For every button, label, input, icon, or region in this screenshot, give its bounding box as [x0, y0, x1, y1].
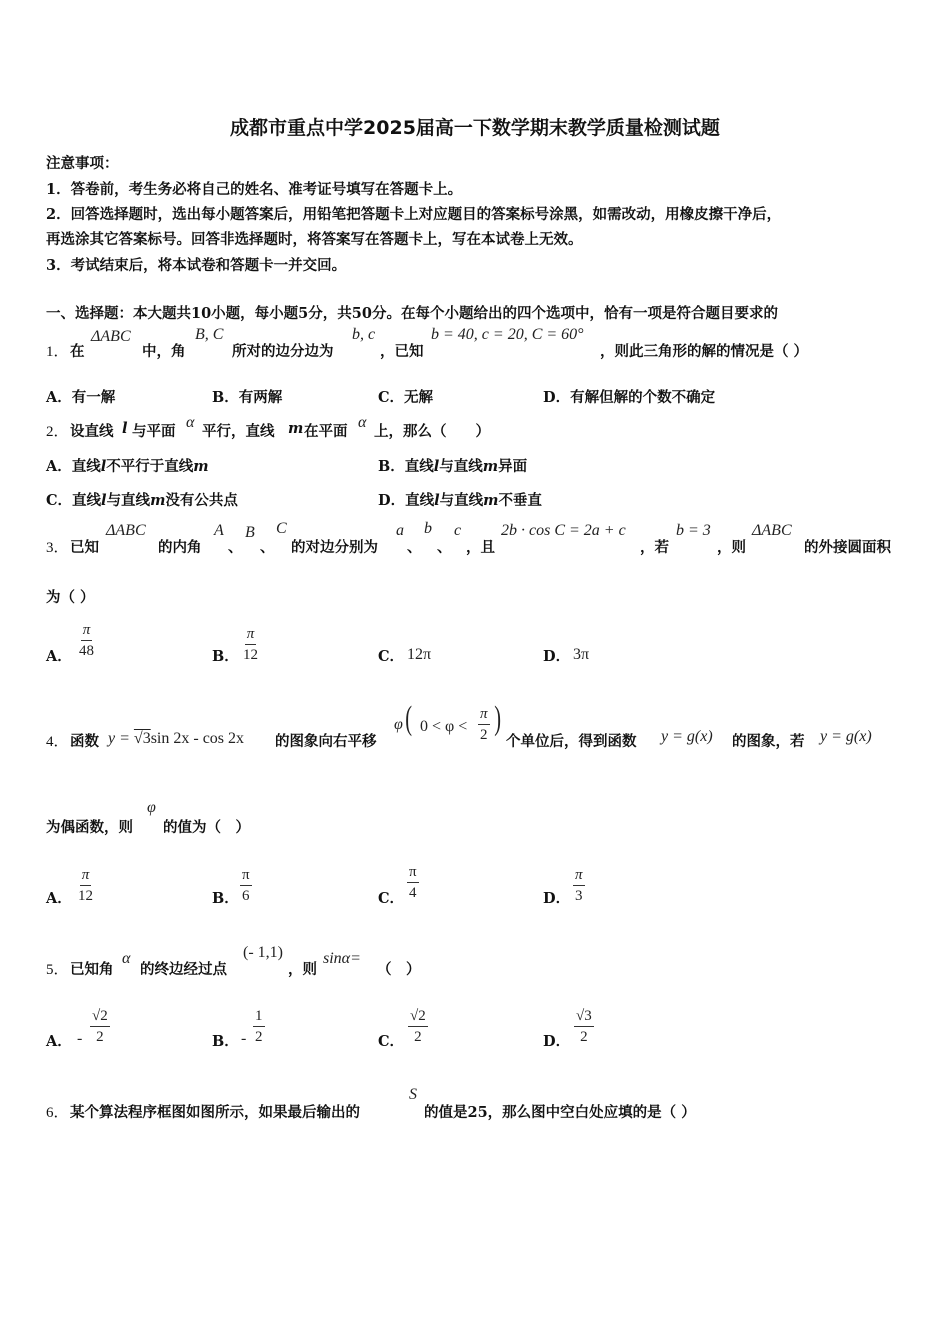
q5-number: 5． [46, 962, 69, 978]
numerator: π [478, 706, 490, 725]
q4-gx: y = g(x) [820, 728, 872, 745]
denominator: 2 [255, 1028, 263, 1045]
q6-number: 6． [46, 1105, 69, 1121]
option-text: 与直线 [439, 458, 483, 475]
q1-option-c: C．无解 [378, 389, 434, 406]
q5-alpha: α [122, 950, 131, 967]
q3-sep: 、 [228, 539, 243, 556]
q5-point: (- 1,1) [243, 944, 283, 961]
denominator: 12 [78, 887, 93, 904]
q3-equation: 2b · cos C = 2a + c [501, 522, 626, 539]
q4-text: 的图象，若 [732, 733, 805, 750]
q4-option-a-fraction [76, 867, 95, 904]
q2-option-d [378, 489, 542, 510]
q4-pi-over-2 [478, 706, 490, 743]
q4-option-b-fraction [240, 867, 252, 904]
q5-option-d-fraction [574, 1008, 594, 1045]
q4-option-a-label: A． [46, 890, 72, 907]
option-label: B． [378, 458, 405, 475]
option-text: 不垂直 [498, 492, 542, 509]
q4-text: 函数 [70, 733, 99, 750]
q2-option-b [378, 455, 527, 476]
numerator: π [407, 864, 419, 883]
q1-math-sides: b, c [352, 326, 376, 343]
q2-text: 上，那么（ ） [374, 423, 490, 440]
q1-text: 在 [70, 343, 85, 360]
q3-text: ，若 [640, 539, 669, 556]
q1-text: ，已知 [380, 343, 424, 360]
q2-var-l: l [122, 420, 128, 437]
q4-option-c-fraction [407, 864, 419, 901]
option-text: 直线 [404, 458, 434, 475]
var-m: m [193, 458, 209, 475]
q2-text: 在平面 [304, 423, 348, 440]
q2-text: 与平面 [132, 423, 176, 440]
q3-sep: 、 [407, 539, 422, 556]
q3-var-b: b [424, 520, 432, 537]
q1-option-a: A．有一解 [46, 389, 116, 406]
q3-sep: 、 [260, 539, 275, 556]
q4-gx: y = g(x) [661, 728, 713, 745]
numerator: π [245, 626, 257, 645]
q4-option-d-label: D． [543, 890, 571, 907]
q3-math-triangle: ΔABC [106, 522, 146, 539]
q2-option-c [46, 489, 238, 510]
option-text: 与直线 [439, 492, 484, 509]
option-text: 直线 [71, 458, 101, 475]
option-text: 直线 [405, 492, 435, 509]
q1-option-d: D．有解但解的个数不确定 [543, 389, 716, 406]
q2-number: 2． [46, 424, 69, 440]
q3-number: 3． [46, 540, 69, 556]
q3-text: 已知 [70, 539, 99, 556]
q5-option-b-sign: - [241, 1030, 247, 1047]
q2-text: 设直线 [70, 423, 114, 440]
q4-option-b-label: B． [212, 890, 239, 907]
q2-option-a [46, 455, 209, 476]
func-lhs: y = [108, 730, 134, 747]
q3-text: 的对边分别为 [291, 539, 378, 556]
q3-sep: 、 [437, 539, 452, 556]
q3-option-b-label: B． [212, 648, 239, 665]
func-rhs: sin 2x - cos 2x [150, 730, 245, 747]
q3-text: 的内角 [158, 539, 202, 556]
q1-math-triangle: ΔABC [91, 328, 131, 345]
option-label: D． [378, 492, 406, 509]
denominator: 2 [480, 726, 488, 743]
q1-text: 所对的边分边为 [232, 343, 334, 360]
notice-item-2a: 2．回答选择题时，选出每小题答案后，用铅笔把答题卡上对应题目的答案标号涂黑，如需改动，用橡皮擦干净后， [46, 206, 782, 223]
q4-right-paren: ) [494, 700, 502, 737]
q6-var-S: S [409, 1086, 417, 1103]
q5-option-d-label: D． [543, 1033, 571, 1050]
q3-option-d-value: 3π [573, 646, 590, 663]
q3-equation-b: b = 3 [676, 522, 711, 539]
numerator: √2 [408, 1008, 428, 1027]
var-l: l [100, 458, 107, 475]
q1-option-b: B．有两解 [212, 389, 283, 406]
q6-text: 的值是25，那么图中空白处应填的是（ ） [424, 1104, 696, 1121]
q5-text: （ ） [377, 961, 421, 978]
var-l: l [433, 458, 440, 475]
numerator: π [573, 867, 585, 886]
q5-option-a-fraction [90, 1008, 110, 1045]
var-l: l [434, 492, 440, 509]
q3-var-C: C [276, 520, 287, 537]
q4-phi: φ [147, 799, 156, 816]
option-text: 与直线 [106, 492, 151, 509]
q5-option-b-fraction [253, 1008, 265, 1045]
q2-var-m: m [288, 420, 304, 437]
numerator: π [240, 867, 252, 886]
q3-math-triangle: ΔABC [752, 522, 792, 539]
q2-alpha: α [358, 414, 367, 431]
q3-text: ，且 [466, 539, 495, 556]
numerator: √3 [574, 1008, 594, 1027]
q4-number: 4． [46, 734, 69, 750]
denominator: 48 [79, 642, 94, 659]
q4-option-d-fraction [573, 867, 585, 904]
notice-heading: 注意事项： [46, 155, 119, 172]
q3-var-A: A [214, 522, 224, 539]
notice-item-1: 1．答卷前，考生务必将自己的姓名、准考证号填写在答题卡上。 [46, 181, 463, 198]
q3-option-a-fraction [77, 622, 96, 659]
page-title: 成都市重点中学2025届高一下数学期末教学质量检测试题 [230, 117, 720, 139]
q1-text: ，则此三角形的解的情况是（ ） [600, 343, 809, 360]
q5-option-a-sign: - [77, 1030, 83, 1047]
q5-option-c-fraction [408, 1008, 428, 1045]
q1-text: 中，角 [142, 343, 186, 360]
numerator: π [81, 622, 93, 641]
denominator: 6 [242, 887, 250, 904]
q5-text: ，则 [288, 961, 317, 978]
numerator: 1 [253, 1008, 265, 1027]
var-m: m [150, 492, 166, 509]
denominator: 2 [414, 1028, 422, 1045]
var-l: l [101, 492, 107, 509]
q3-option-b-fraction [241, 626, 260, 663]
q3-var-c: c [454, 522, 462, 539]
numerator: π [80, 867, 92, 886]
q5-option-b-label: B． [212, 1033, 239, 1050]
option-text: 不平行于直线 [106, 458, 194, 475]
q5-option-a-label: A． [46, 1033, 72, 1050]
q5-text: 已知角 [70, 961, 114, 978]
q1-math-given: b = 40, c = 20, C = 60° [431, 326, 584, 343]
q5-option-c-label: C． [378, 1033, 405, 1050]
notice-item-3: 3．考试结束后，将本试卷和答题卡一并交回。 [46, 257, 347, 274]
q5-text: 的终边经过点 [140, 961, 227, 978]
q5-expression: sinα= [323, 950, 361, 967]
q3-text: 的外接圆面积 [804, 539, 891, 556]
q6-text: 某个算法程序框图如图所示，如果最后输出的 [70, 1104, 360, 1121]
q3-var-B: B [245, 524, 255, 541]
denominator: 2 [580, 1028, 588, 1045]
q1-math-angles: B, C [195, 326, 224, 343]
notice-item-2b: 再选涂其它答案标号。回答非选择题时，将答案写在答题卡上，写在本试卷上无效。 [46, 231, 583, 248]
numerator: √2 [90, 1008, 110, 1027]
option-text: 异面 [498, 458, 528, 475]
q3-var-a: a [396, 522, 404, 539]
q3-text: ，则 [717, 539, 746, 556]
denominator: 3 [575, 887, 583, 904]
q2-alpha: α [186, 414, 195, 431]
q4-text: 的值为（ ） [163, 819, 250, 836]
option-text: 没有公共点 [165, 492, 238, 509]
denominator: 12 [243, 646, 258, 663]
q4-left-paren: ( [405, 700, 413, 737]
q3-text: 为（ ） [46, 589, 95, 606]
option-text: 直线 [72, 492, 102, 509]
var-m: m [483, 492, 499, 509]
q4-option-c-label: C． [378, 890, 405, 907]
q4-condition: 0 < φ < [420, 718, 468, 735]
q4-text: 的图象向右平移 [275, 733, 377, 750]
q4-phi: φ [394, 716, 403, 733]
q3-option-d-label: D． [543, 648, 571, 665]
denominator: 2 [96, 1028, 104, 1045]
q3-option-c-value: 12π [407, 646, 432, 663]
var-m: m [482, 458, 499, 475]
q2-text: 平行，直线 [202, 423, 275, 440]
q4-text: 个单位后，得到函数 [506, 733, 637, 750]
denominator: 4 [409, 884, 417, 901]
q1-number: 1． [46, 344, 69, 360]
option-label: C． [46, 492, 73, 509]
q3-option-a-label: A． [46, 648, 72, 665]
q4-function [108, 730, 244, 748]
sqrt-3: √3 [133, 730, 151, 747]
option-label: A． [46, 458, 72, 475]
q4-text: 为偶函数，则 [46, 819, 133, 836]
section-heading: 一、选择题：本大题共10小题，每小题5分，共50分。在每个小题给出的四个选项中，恰有一项是符合题目要求的 [46, 305, 778, 322]
q3-option-c-label: C． [378, 648, 405, 665]
